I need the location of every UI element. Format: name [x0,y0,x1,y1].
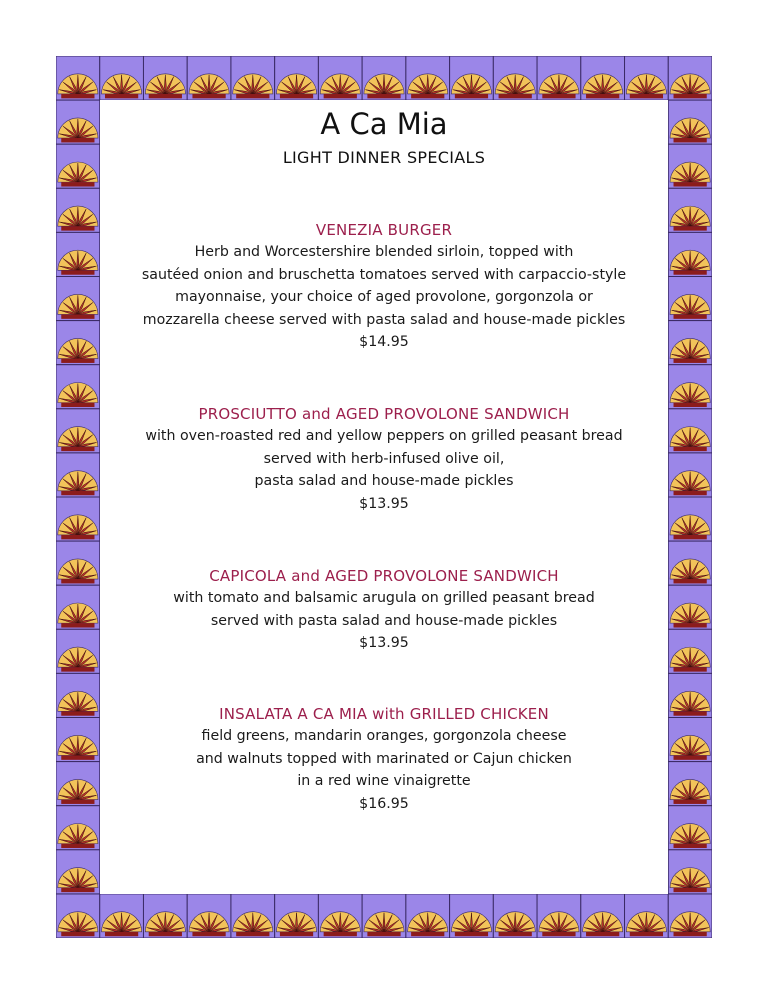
border-tile [668,56,712,100]
border-tile [668,365,712,409]
border-tile [100,894,144,938]
border-tile [56,232,100,276]
border-tile [318,56,362,100]
border-tile [581,56,625,100]
border-tile [231,56,275,100]
item-description-line: in a red wine vinaigrette [297,773,471,790]
border-tile [56,585,100,629]
border-tile [668,673,712,717]
border-tile [668,718,712,762]
border-tile [56,144,100,188]
border-tile [668,850,712,894]
border-tile [56,365,100,409]
border-tile [668,541,712,585]
border-tile [231,894,275,938]
border-tile [56,56,100,100]
border-tile [493,56,537,100]
border-tile [56,453,100,497]
menu-item [100,219,668,354]
border-tile [668,409,712,453]
border-tile [187,56,231,100]
border-tile [537,56,581,100]
border-tile [56,850,100,894]
border-tile [362,56,406,100]
item-description-line: served with herb-infused olive oil, [263,450,505,467]
border-tile [56,188,100,232]
border-tile [275,894,319,938]
border-tile [275,56,319,100]
item-description-line: with oven-roasted red and yellow peppers on grilled peasant bread [145,428,623,444]
border-tile [56,673,100,717]
border-tile [668,629,712,673]
item-price: $14.95 [359,334,409,351]
item-name: PROSCIUTTO and AGED PROVOLONE SANDWICH [198,405,570,423]
border-tile [56,409,100,453]
item-description-line: sautéed onion and bruschetta tomatoes served with carpaccio-style [141,266,627,283]
border-tile [668,277,712,321]
border-tile [668,806,712,850]
border-tile [56,806,100,850]
item-name: VENEZIA BURGER [315,221,453,239]
border-tile [318,894,362,938]
border-tile [668,453,712,497]
border-tile [625,894,669,938]
border-tile [56,541,100,585]
restaurant-title: A Ca Mia [320,107,448,141]
item-name: CAPICOLA and AGED PROVOLONE SANDWICH [209,567,559,585]
border-tile [56,762,100,806]
border-tile [668,497,712,541]
border-tile [668,144,712,188]
border-tile [581,894,625,938]
menu-item [100,403,668,515]
menu-subtitle: LIGHT DINNER SPECIALS [282,148,486,167]
menu-panel [100,100,668,894]
border-tile [56,497,100,541]
border-tile [668,100,712,144]
item-description-line: mozzarella cheese served with pasta salad and house-made pickles [142,311,626,328]
border-tile [668,188,712,232]
item-description-line: Herb and Worcestershire blended sirloin, topped with [194,244,574,260]
border-tile [187,894,231,938]
border-tile [668,894,712,938]
item-description-line: pasta salad and house-made pickles [254,473,514,490]
border-tile [56,277,100,321]
border-tile [668,585,712,629]
border-tile [668,762,712,806]
item-price: $16.95 [359,795,409,812]
border-tile [537,894,581,938]
item-description-line: and walnuts topped with marinated or Cajun chicken [196,750,572,767]
border-tile [56,894,100,938]
menu-item [100,565,668,655]
border-tile [362,894,406,938]
border-tile [406,56,450,100]
border-tile [668,232,712,276]
border-tile [668,321,712,365]
border-tile [56,629,100,673]
border-tile [143,894,187,938]
border-tile [450,894,494,938]
item-name: INSALATA A CA MIA with GRILLED CHICKEN [219,705,549,723]
item-description-line: with tomato and balsamic arugula on grilled peasant bread [173,590,595,606]
item-price: $13.95 [359,635,409,652]
item-description-line: served with pasta salad and house-made pickles [210,612,558,629]
item-price: $13.95 [359,495,409,512]
border-tile [406,894,450,938]
border-tile [56,321,100,365]
border-tile [493,894,537,938]
border-tile [56,718,100,762]
border-tile [143,56,187,100]
border-tile [100,56,144,100]
border-tile [56,100,100,144]
border-tile [450,56,494,100]
item-description-line: field greens, mandarin oranges, gorgonzola cheese [201,728,567,744]
item-description-line: mayonnaise, your choice of aged provolone, gorgonzola or [175,289,593,306]
menu-item [100,703,668,815]
border-tile [625,56,669,100]
